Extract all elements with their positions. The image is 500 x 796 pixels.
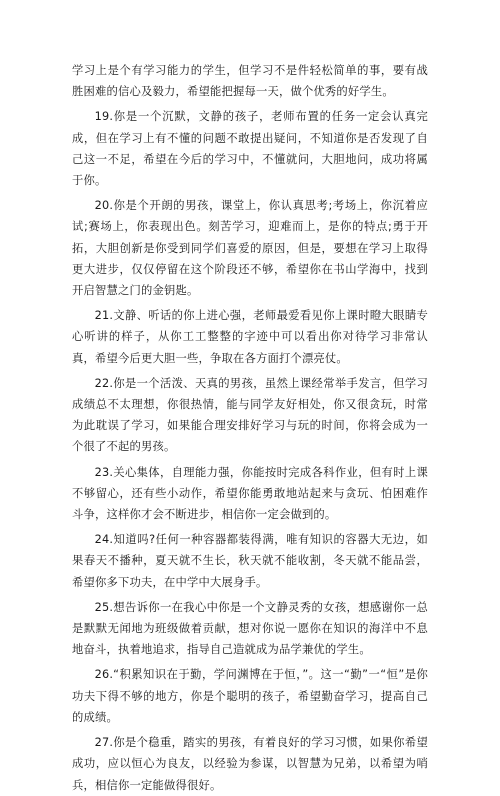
- comment-22: 22.你是一个活泼、天真的男孩，虽然上课经常举手发言，但学习成绩总不太理想，你很热情，能与同学友好相处，你又很贪玩，时常为此耽误了学习，如果能合理安排好学习与玩的时间，你将会成为一个很了不起的男孩。: [72, 376, 428, 454]
- comment-24: 24.知道吗?任何一种容器都装得满，唯有知识的容器大无边，如果春天不播种，夏天就不生长，秋天就不能收割，冬天就不能品尝，希望你多下功夫，在中学中大展身手。: [72, 533, 428, 589]
- comment-21: 21.文静、听话的你上进心强，老师最爱看见你上课时瞪大眼睛专心听讲的样子，从你工工整整的字迹中可以看出你对待学习非常认真，希望今后更大胆一些，争取在各方面打个漂亮仗。: [72, 309, 428, 365]
- comment-27: 27.你是个稳重，踏实的男孩，有着良好的学习习惯，如果你希望成功，应以恒心为良友，以经验为参谋，以智慧为兄弟，以希望为哨兵，相信你一定能做得很好。: [72, 736, 428, 792]
- comment-26: 26.“积累知识在于勤，学问渊博在于恒，”。这一“勤”一“恒”是你功夫下得不够的地方，你是个聪明的孩子，希望勤奋学习，提高自己的成绩。: [72, 668, 428, 724]
- comment-19: 19.你是一个沉默，文静的孩子，老师布置的任务一定会认真完成，但在学习上有不懂的问题不敢提出疑问，不知道你是否发现了自己这一不足，希望在今后的学习中，不懂就问，大胆地问，成功将属于你。: [72, 110, 428, 188]
- comment-23: 23.关心集体，自理能力强，你能按时完成各科作业，但有时上课不够留心，还有些小动作，希望你能勇敢地站起来与贪玩、怕困难作斗争，这样你才会不断进步，相信你一定会做到的。: [72, 465, 428, 522]
- paragraph-continuation: 学习上是个有学习能力的学生，但学习不是件轻松简单的事，要有战胜困难的信心及毅力，希望能把握每一天，做个优秀的好学生。: [72, 64, 428, 99]
- comment-25: 25.想告诉你一在我心中你是一个文静灵秀的女孩，想感谢你一总是默默无闻地为班级做着贡献，想对你说一愿你在知识的海洋中不息地奋斗，执着地追求，指导自己造就成为品学兼优的学生。: [72, 600, 428, 657]
- comment-20: 20.你是个开朗的男孩，课堂上，你认真思考;考场上，你沉着应试;赛场上，你表现出色。刻苦学习，迎难而上，是你的特点;勇于开拓，大胆创新是你受到同学们喜爱的原因，但是，要想在学习上取得更大进步，仅仅停留在这个阶段还不够，希望你在书山学海中，找到开启智慧之门的金钥匙。: [72, 199, 428, 298]
